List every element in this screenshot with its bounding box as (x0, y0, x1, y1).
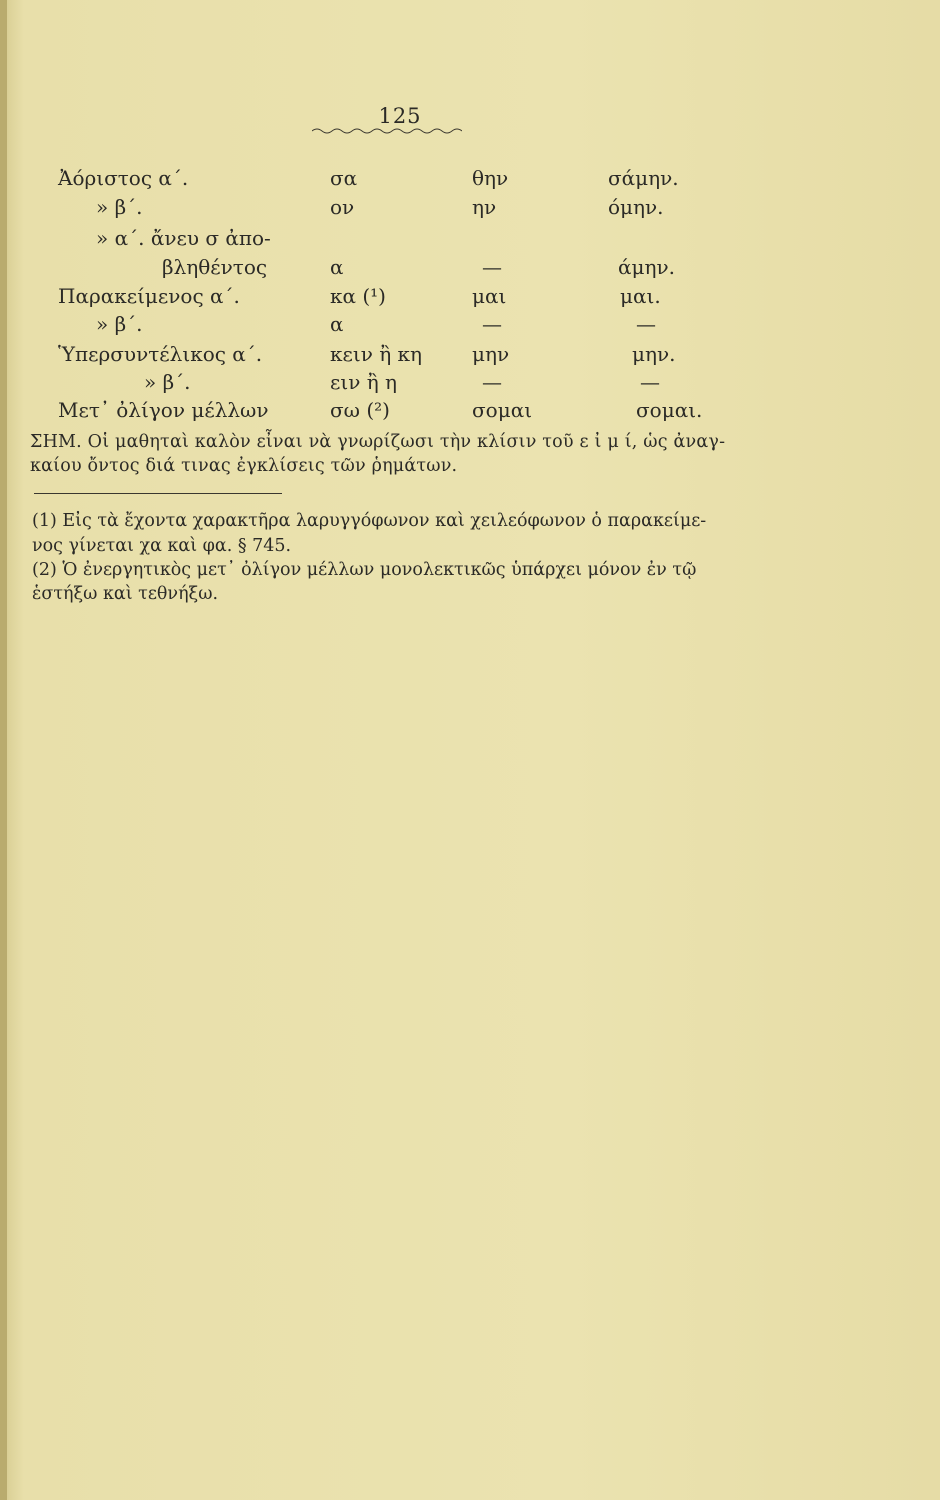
passive-ending: ην (472, 195, 497, 219)
passive-ending: μην (472, 342, 510, 366)
table-row (0, 166, 940, 196)
passive-ending: μαι (472, 284, 507, 308)
tense-label: Παρακείμενος α΄. (58, 284, 240, 308)
tense-label: Μετ᾽ ὀλίγον μέλλων (58, 398, 269, 422)
table-row (0, 226, 940, 256)
tense-label: » β΄. (96, 195, 143, 219)
passive-ending: — (482, 312, 502, 336)
passive-ending: — (482, 255, 502, 279)
active-ending: κα (¹) (330, 284, 386, 308)
active-ending: σα (330, 166, 358, 190)
footnote-line: (2) Ὁ ἐνεργητικὸς μετ᾽ ὀλίγον μέλλων μονολεκτικῶς ὑπάρχει μόνον ἐν τῷ (32, 560, 697, 580)
table-row (0, 370, 940, 400)
passive-ending: — (482, 370, 502, 394)
middle-ending: σάμην. (608, 166, 679, 190)
middle-ending: όμην. (608, 195, 664, 219)
footnote-line: ἑστήξω καὶ τεθνήξω. (32, 584, 219, 604)
middle-ending: μην. (632, 342, 676, 366)
note-line: καίου ὄντος διά τινας ἐγκλίσεις τῶν ῥημάτων. (30, 456, 458, 476)
table-row (0, 398, 940, 428)
active-ending: σω (²) (330, 398, 390, 422)
page-binding-edge (0, 0, 7, 1500)
active-ending: α (330, 312, 344, 336)
active-ending: κειν ἢ κη (330, 342, 423, 366)
table-row (0, 284, 940, 314)
tense-label: » β΄. (144, 370, 191, 394)
tense-label: » α΄. ἄνευ σ ἀπο- (96, 226, 271, 250)
middle-ending: σομαι. (636, 398, 703, 422)
active-ending: ειν ἢ η (330, 370, 398, 394)
middle-ending: — (636, 312, 656, 336)
decorative-rule-ornament (312, 125, 462, 137)
middle-ending: άμην. (618, 255, 676, 279)
active-ending: α (330, 255, 344, 279)
tense-label: Ὑπερσυντέλικος α΄. (58, 342, 263, 366)
footnote-line: (1) Εἰς τὰ ἔχοντα χαρακτῆρα λαρυγγόφωνον καὶ χειλεόφωνον ὁ παρακείμε- (32, 511, 707, 531)
middle-ending: μαι. (620, 284, 661, 308)
active-ending: ον (330, 195, 355, 219)
footnote-line: νος γίνεται χα καὶ φα. § 745. (32, 536, 292, 556)
middle-ending: — (640, 370, 660, 394)
tense-label: Ἀόριστος α΄. (58, 166, 189, 190)
table-row (0, 342, 940, 372)
passive-ending: σομαι (472, 398, 533, 422)
page-number: 125 (378, 104, 422, 128)
passive-ending: θην (472, 166, 509, 190)
note-line: ΣΗΜ. Οἱ μαθηταὶ καλὸν εἶναι νὰ γνωρίζωσι τὴν κλίσιν τοῦ ε ἰ μ ί, ὡς ἀναγ- (30, 432, 726, 452)
tense-label: βληθέντος (162, 255, 268, 279)
table-row (0, 195, 940, 225)
tense-label: » β΄. (96, 312, 143, 336)
footnote-separator (34, 493, 282, 494)
table-row (0, 255, 940, 285)
table-row (0, 312, 940, 342)
